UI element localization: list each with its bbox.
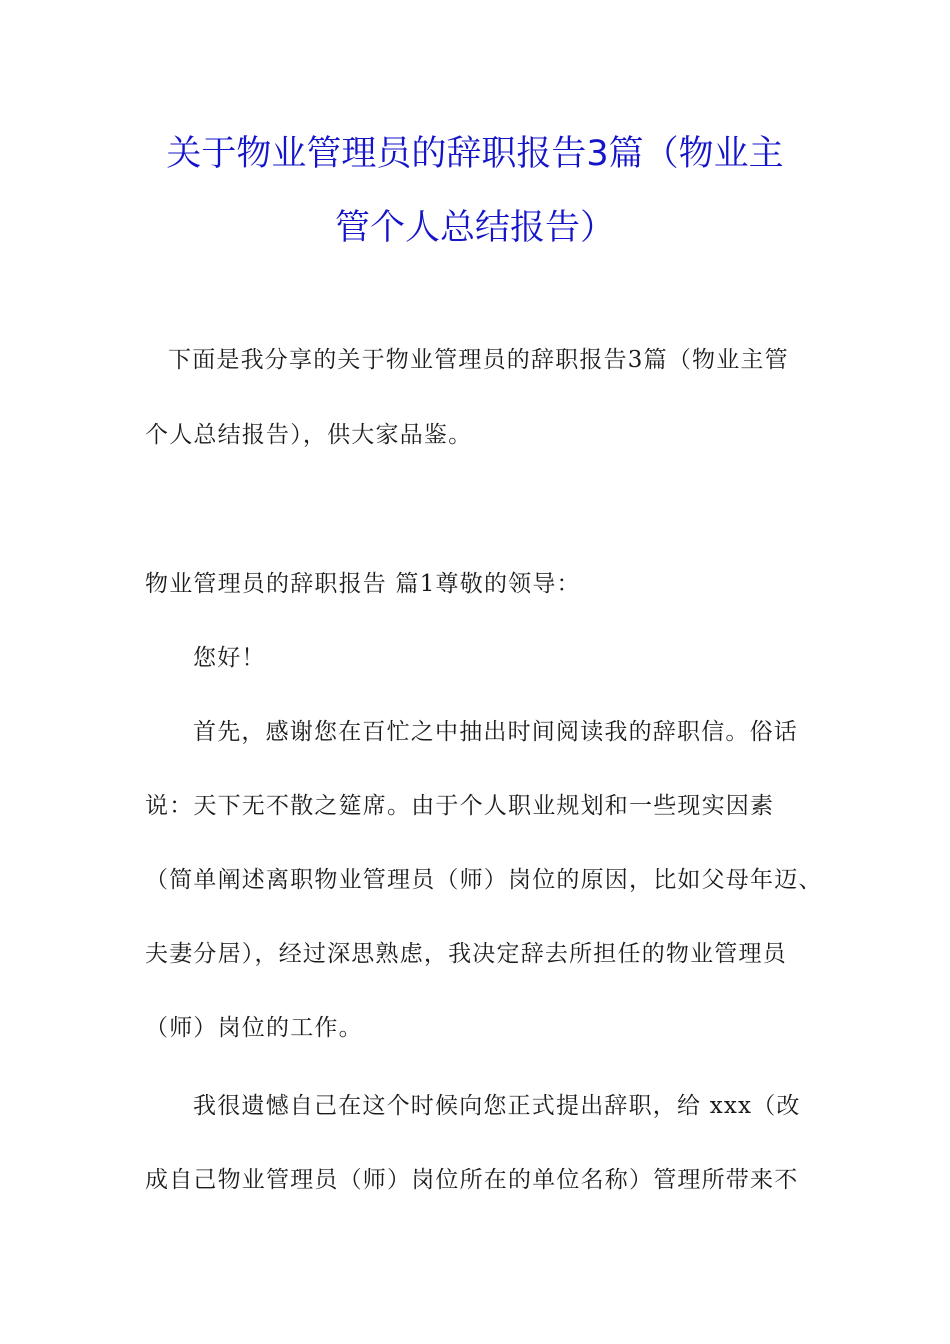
greeting: 您好！ (193, 645, 266, 671)
paragraph-1-line-2: 说：天下无不散之筵席。由于个人职业规划和一些现实因素 (145, 793, 775, 819)
intro-line-2: 个人总结报告），供大家品鉴。 (145, 422, 473, 448)
paragraph-1-line-3: （简单阐述离职物业管理员（师）岗位的原因，比如父母年迈、 (145, 867, 823, 893)
document-title-line-1: 关于物业管理员的辞职报告3篇（物业主 (166, 134, 784, 174)
paragraph-1-line-4: 夫妻分居），经过深思熟虑，我决定辞去所担任的物业管理员 (145, 941, 787, 967)
section-heading: 物业管理员的辞职报告 篇1尊敬的领导： (145, 571, 581, 597)
paragraph-2-line-1: 我很遗憾自己在这个时候向您正式提出辞职，给 xxx（改 (193, 1093, 801, 1119)
paragraph-1-line-5: （师）岗位的工作。 (145, 1015, 363, 1041)
document-title-line-2: 管个人总结报告） (334, 208, 615, 248)
intro-line-1: 下面是我分享的关于物业管理员的辞职报告3篇（物业主管 (168, 347, 789, 373)
paragraph-1-line-1: 首先，感谢您在百忙之中抽出时间阅读我的辞职信。俗话 (193, 719, 798, 745)
paragraph-2-line-2: 成自己物业管理员（师）岗位所在的单位名称）管理所带来不 (145, 1167, 799, 1193)
